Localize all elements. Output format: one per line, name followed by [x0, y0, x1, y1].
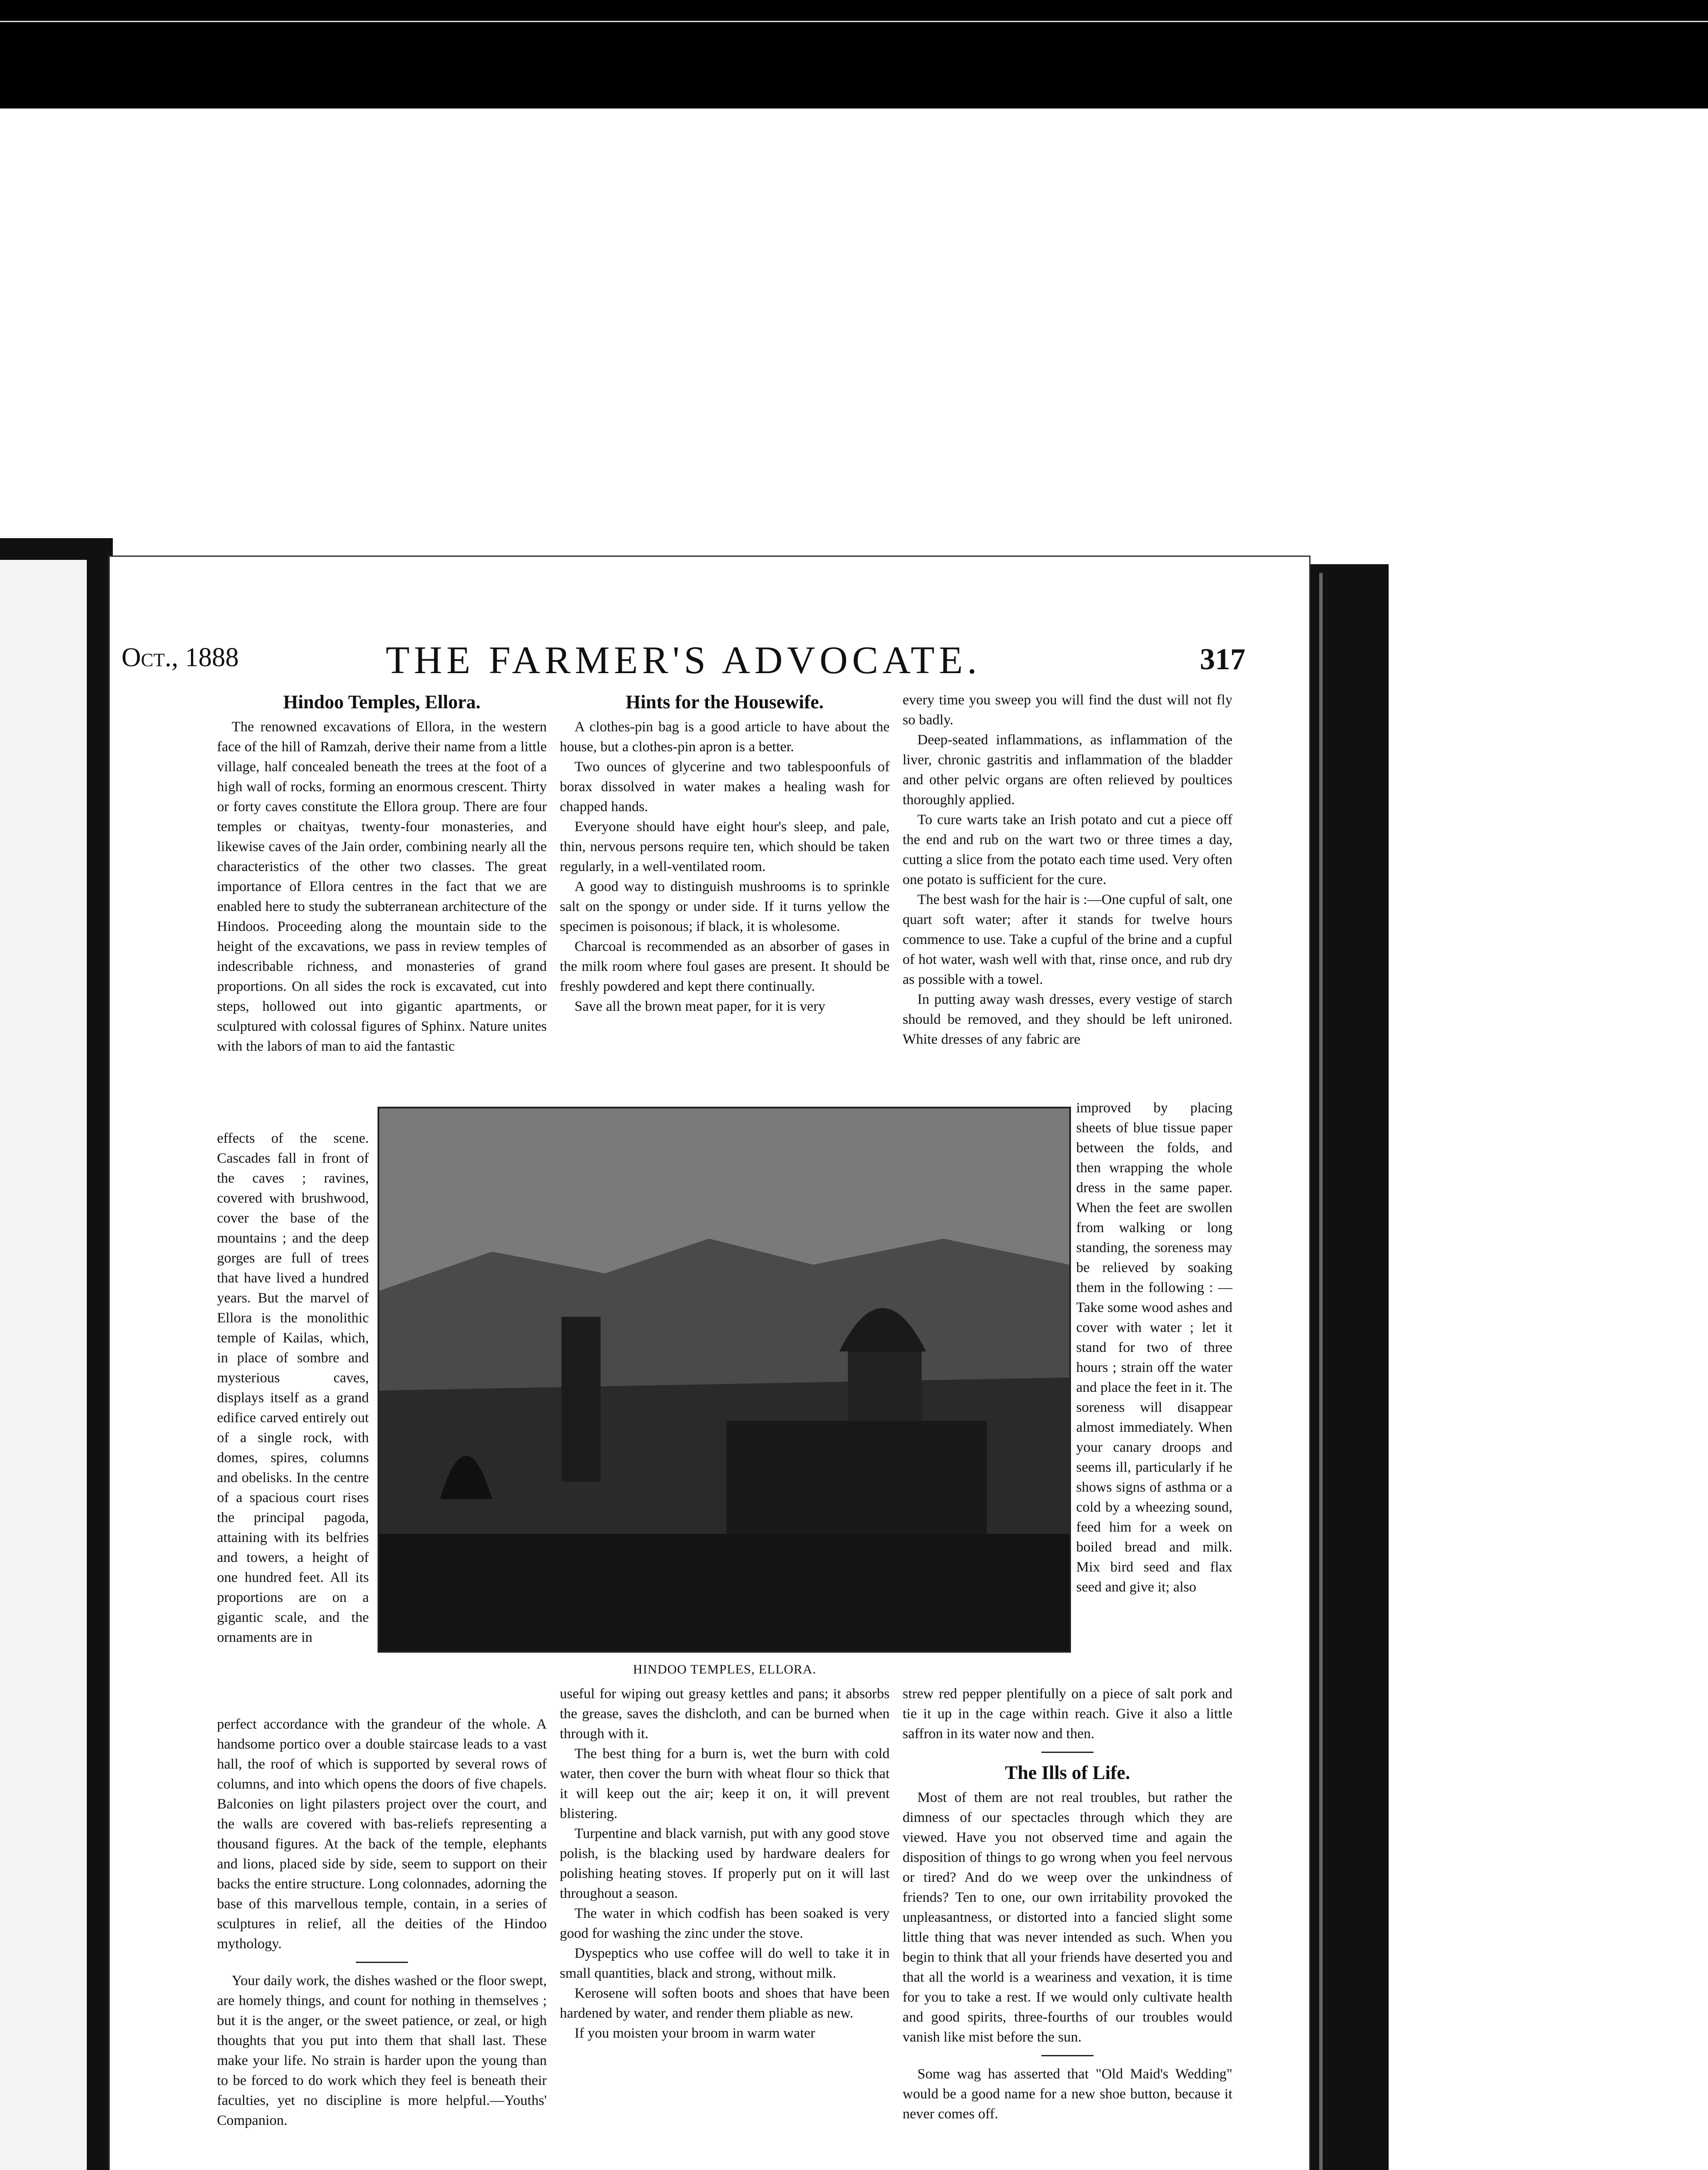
hint-paragraph: Charcoal is recommended as an absorber of gases in the milk room where foul gases are present. It should be freshly powdered and kept there continually.	[560, 939, 890, 994]
hint-paragraph: The best thing for a burn is, wet the burn with cold water, then cover the burn with wheat flour so thick that it will keep out the air; keep it on, it will prevent blistering.	[560, 1746, 890, 1821]
column-three-top	[903, 690, 1232, 1049]
hint-paragraph: If you moisten your broom in warm water	[575, 2025, 815, 2041]
hint-paragraph: Two ounces of glycerine and two tablespoonfuls of borax dissolved in water makes a healing wash for chapped hands.	[560, 759, 890, 815]
temples-column-bottom	[217, 1714, 547, 2131]
hint-paragraph: useful for wiping out greasy kettles and pans; it absorbs the grease, saves the dishcloth, and can be burned when through with it.	[560, 1686, 890, 1742]
ills-heading: The Ills of Life.	[1005, 1762, 1130, 1783]
daily-work-paragraph: Your daily work, the dishes washed or the floor swept, are homely things, and count for nothing in themselves ; but it is the anger, or the sweet patience, or zeal, or high thoughts that you put into them that shall last. These make your life. No strain is harder upon the young than to be forced to do work which they feel is beneath their faculties, yet no discipline is more helpful.—Youths' Companion.	[217, 1973, 547, 2128]
hints-column-bottom	[560, 1684, 890, 2043]
facing-page-edge	[0, 560, 87, 2170]
tip-paragraph-narrow: improved by placing sheets of blue tissue paper between the folds, and then wrapping the whole dress in the same paper. When the feet are swollen from walking or long standing, the soreness may be relieved by soaking them in the following : — Take some wood ashes and cover with water ; let it stand for two of three hours ; strain off the water and place the feet in it. The soreness will disappear almost immediately. When your canary droops and seems ill, particularly if he shows signs of asthma or a cold by a wheezing sound, feed him for a week on boiled bread and milk. Mix bird seed and flax seed and give it; also	[1076, 1100, 1232, 1595]
tip-paragraph: strew red pepper plentifully on a piece of salt pork and tie it up in the cage within reach. Give it also a little saffron in its water now and then.	[903, 1686, 1232, 1742]
hint-paragraph: Dyspeptics who use coffee will do well to take it in small quantities, black and strong, without milk.	[560, 1946, 890, 1981]
temples-heading: Hindoo Temples, Ellora.	[283, 691, 481, 713]
hint-paragraph: Kerosene will soften boots and shoes that have been hardened by water, and render them pliable as new.	[560, 1986, 890, 2021]
page-header	[122, 634, 1245, 686]
temple-engraving-drawing	[379, 1108, 1069, 1651]
temples-paragraph-narrow: effects of the scene. Cascades fall in front of the caves ; ravines, covered with brushwood, cover the base of the mountains ; and the deep gorges are full of trees that have lived a hundred years. But the marvel of Ellora is the monolithic temple of Kailas, which, in place of sombre and mysterious caves, displays itself as a grand edifice carved entirely out of a single rock, with domes, spires, columns and obelisks. In the centre of a spacious court rises the principal pagoda, attaining with its belfries and towers, a height of one hundred feet. All its proportions are on a gigantic scale, and the ornaments are in	[217, 1131, 369, 1645]
section-divider	[1041, 2055, 1094, 2056]
temples-column-narrow	[217, 1128, 369, 1647]
section-divider	[356, 1962, 408, 1963]
ills-paragraph: Some wag has asserted that "Old Maid's Wedding" would be a good name for a new shoe button, because it never comes off.	[903, 2066, 1232, 2122]
hint-paragraph: Turpentine and black varnish, put with any good stove polish, is the blacking used by hardware dealers for polishing heating stoves. If properly put on it will last throughout a season.	[560, 1826, 890, 1901]
issue-date: Oct., 1888	[122, 643, 239, 672]
tip-paragraph: Deep-seated inflammations, as inflammation of the liver, chronic gastritis and inflammation of the bladder and other pelvic organs are often relieved by poultices thoroughly applied.	[903, 732, 1232, 808]
engraving-temple-image	[378, 1107, 1071, 1653]
hint-paragraph: A clothes-pin bag is a good article to have about the house, but a clothes-pin apron is a better.	[560, 719, 890, 755]
scan-edge-line	[0, 21, 1708, 22]
page-number: 317	[1200, 643, 1245, 676]
tip-paragraph: every time you sweep you will find the dust will not fly so badly.	[903, 692, 1232, 728]
temples-paragraph-bottom: perfect accordance with the grandeur of the whole. A handsome portico over a double staircase leads to a vast hall, the roof of which is supported by several rows of columns, and into which opens the doors of five chapels. Balconies on light pilasters project over the court, and the walls are covered with bas-reliefs representing a thousand figures. At the back of the temple, elephants and lions, placed side by side, seem to support on their backs the entire structure. Long colonnades, adorning the base of this marvellous temple, contain, in a series of sculptures in relief, all the deities of the Hindoo mythology.	[217, 1716, 547, 1952]
temples-column-top	[217, 690, 547, 1056]
hint-paragraph: Everyone should have eight hour's sleep, and pale, thin, nervous persons require ten, which should be taken regularly, in a well-ventilated room.	[560, 819, 890, 875]
hints-column-top	[560, 690, 890, 1016]
hint-paragraph: The water in which codfish has been soaked is very good for washing the zinc under the stove.	[560, 1906, 890, 1941]
illustration-caption: HINDOO TEMPLES, ELLORA.	[633, 1662, 817, 1677]
section-divider	[1041, 1752, 1094, 1753]
column-three-narrow	[1076, 1098, 1232, 1597]
hint-paragraph: A good way to distinguish mushrooms is to sprinkle salt on the spongy or under side. If it turns yellow the specimen is poisonous; if black, it is wholesome.	[560, 879, 890, 934]
tip-paragraph: To cure warts take an Irish potato and cut a piece off the end and rub on the wart two or three times a day, cutting a slice from the potato each time used. Very often one potato is sufficient for the cure.	[903, 812, 1232, 888]
tip-paragraph: The best wash for the hair is :—One cupful of salt, one quart soft water; after it stands for twelve hours commence to use. Take a cupful of the brine and a cupful of hot water, wash well with that, rinse once, and rub dry as possible with a towel.	[903, 892, 1232, 987]
hint-paragraph: Save all the brown meat paper, for it is very	[575, 999, 825, 1014]
masthead-title: THE FARMER'S ADVOCATE.	[385, 639, 982, 682]
column-three-bottom	[903, 1684, 1232, 2124]
scan-top-border	[0, 0, 1708, 108]
tip-paragraph: In putting away wash dresses, every vestige of starch should be removed, and they should be left unironed. White dresses of any fabric are	[903, 992, 1232, 1047]
temples-paragraph-top: The renowned excavations of Ellora, in the western face of the hill of Ramzah, derive their name from a little village, half concealed beneath the trees at the foot of a high wall of rocks, forming an enormous crescent. Thirty or forty caves constitute the Ellora group. There are four temples or chaityas, twenty-four monasteries, and likewise caves of the Jain order, combining nearly all the characteristics of the other two classes. The great importance of Ellora centres in the fact that we are enabled here to study the subterranean architecture of the Hindoos. Proceeding along the mountain side to the height of the excavations, we pass in review temples of indescribable richness, and monasteries of grand proportions. On all sides the rock is excavated, cut into steps, hollowed out into gigantic apartments, or sculptured with colossal figures of Sphinx. Nature unites with the labors of man to aid the fantastic	[217, 719, 547, 1054]
ills-paragraph: Most of them are not real troubles, but rather the dimness of our spectacles through which they are viewed. Have you not observed time and again the disposition of things to go wrong when you feel nervous or tired? And do we weep over the unkindness of friends? Ten to one, our own irritability provoked the unpleasantness, or distorted into a fancied slight some little thing that was never intended as such. When you begin to think that all your friends have deserted you and that all the world is a weariness and vexation, it is time for you to take a rest. If we would only cultivate health and good spirits, three-fourths of our troubles would vanish like mist before the sun.	[903, 1790, 1232, 2045]
hints-heading: Hints for the Housewife.	[625, 691, 824, 713]
book-spine-shadow	[1306, 564, 1389, 2170]
